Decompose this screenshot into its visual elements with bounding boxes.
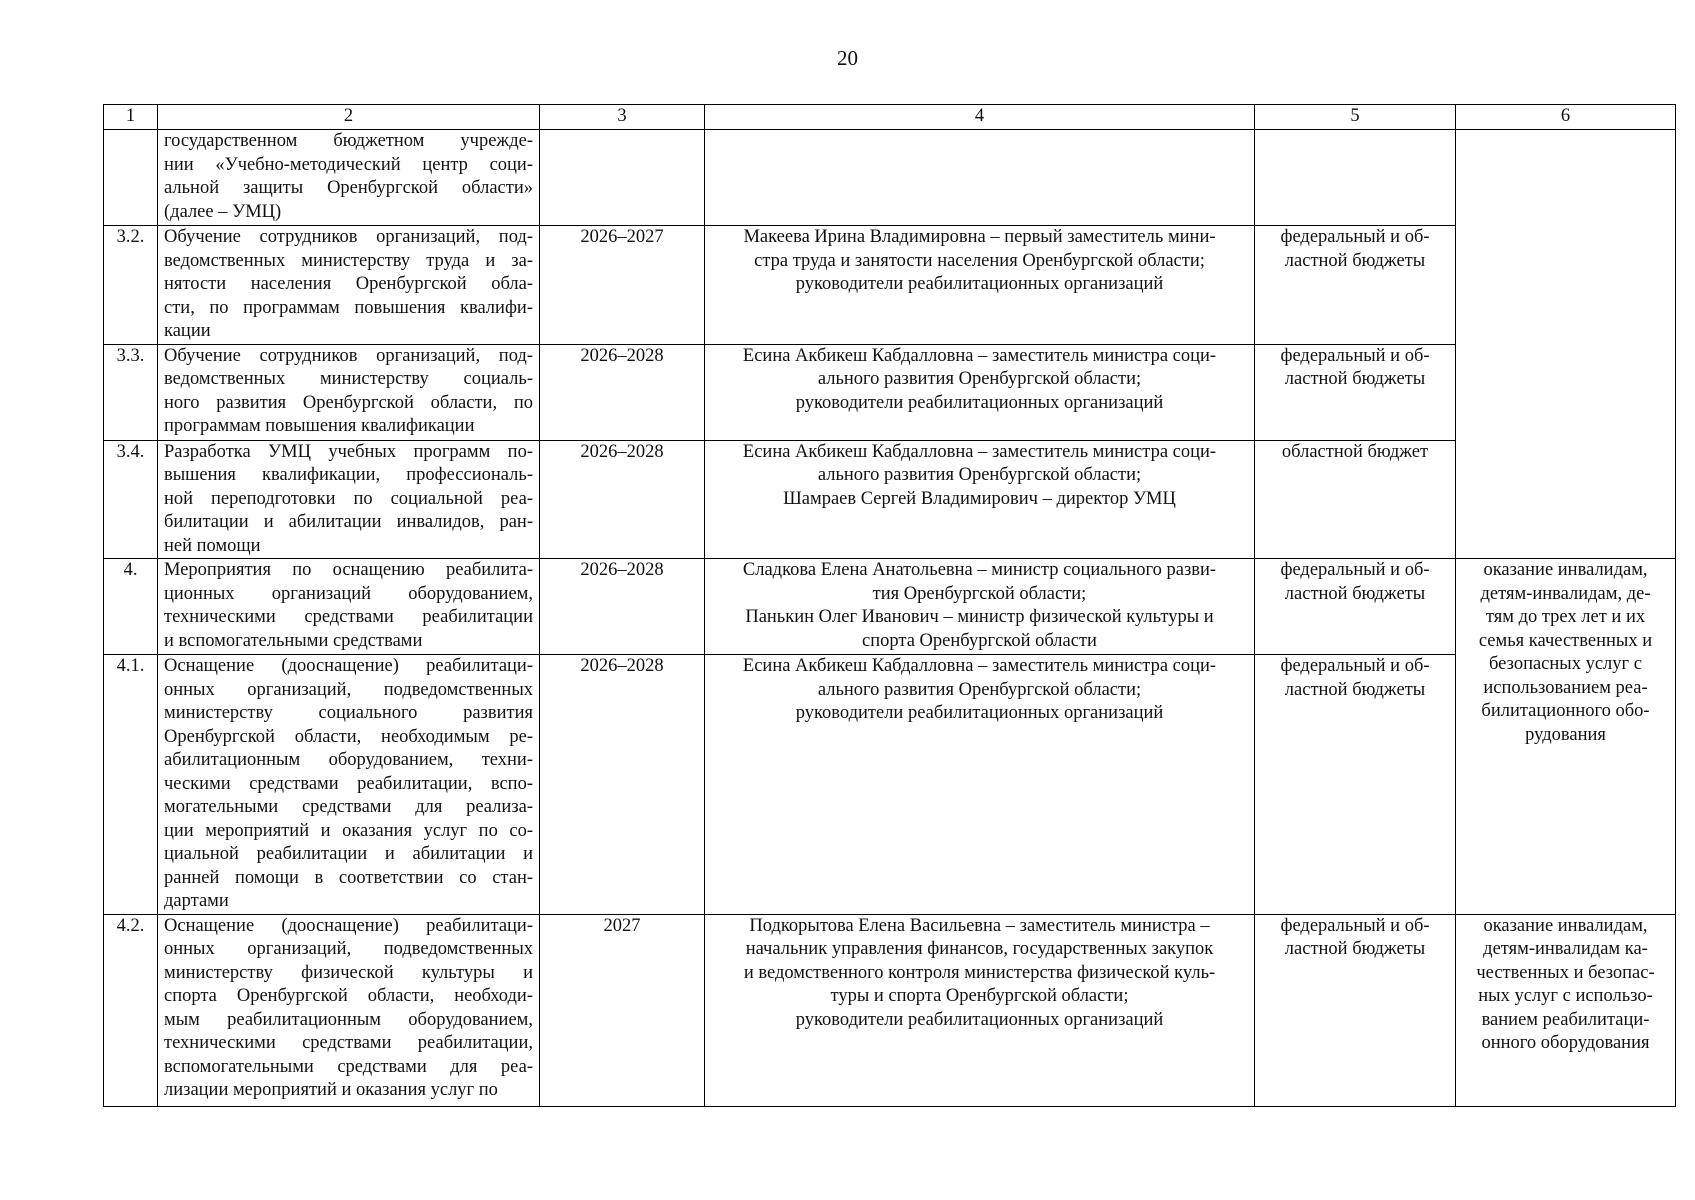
text-line: руководители реабилитационных организаций: [795, 703, 1164, 723]
activity-cell: [158, 440, 540, 559]
text-line: ластной бюджеты: [1284, 583, 1426, 604]
funding-cell: [1255, 130, 1456, 226]
funding-cell: [1255, 226, 1456, 345]
text-line: тям до трех лет и их: [1485, 607, 1646, 627]
period-cell: 2026–2028: [540, 655, 705, 915]
text-line: техническими средствами реабилитации,: [164, 1033, 533, 1053]
text-line: ческими средствами реабилитации, вспо-: [164, 773, 533, 794]
text-line: Оснащение (дооснащение) реабилитаци-: [164, 656, 533, 676]
responsible-cell: [705, 226, 1255, 345]
result-cell: [1456, 559, 1676, 915]
column-header: 1: [104, 105, 158, 130]
column-header: 4: [705, 105, 1255, 130]
column-header: 2: [158, 105, 540, 130]
text-line: спорта Оренбургской области, необходи-: [164, 986, 533, 1006]
text-line: федеральный и об-: [1280, 345, 1430, 366]
funding-cell: [1255, 559, 1456, 655]
text-line: руководители реабилитационных организаций: [795, 1009, 1164, 1030]
text-line: ранней помощи в соответствии со стан-: [164, 867, 533, 888]
text-line: ного развития Оренбургской области, по: [164, 392, 533, 413]
text-line: Есина Акбикеш Кабдалловна – заместитель министра соци-: [742, 345, 1217, 366]
result-cell: [1456, 914, 1676, 1106]
column-header: 6: [1456, 105, 1676, 130]
table-row: [104, 655, 1676, 915]
activity-cell: [158, 655, 540, 915]
text-line: Оснащение (дооснащение) реабилитаци-: [164, 915, 533, 936]
table-row: [104, 226, 1676, 345]
text-line: Обучение сотрудников организаций, под-: [164, 227, 533, 247]
text-line: оказание инвалидам,: [1483, 915, 1648, 936]
text-line: ального развития Оренбургской области;: [817, 679, 1142, 700]
table-row: [104, 130, 1676, 226]
text-line: Макеева Ирина Владимировна – первый заместитель мини-: [743, 227, 1216, 247]
period-cell: [540, 130, 705, 226]
text-line: ластной бюджеты: [1284, 369, 1426, 389]
text-line: нии «Учебно-методический центр соци-: [164, 154, 533, 175]
text-line: семья качественных и: [1478, 630, 1653, 651]
responsible-cell: [705, 655, 1255, 915]
text-line: министерству физической культуры и: [164, 962, 533, 983]
text-line: руководители реабилитационных организаций: [795, 392, 1164, 413]
column-header: 5: [1255, 105, 1456, 130]
text-line: альной защиты Оренбургской области»: [164, 178, 533, 198]
column-header: 3: [540, 105, 705, 130]
text-line: ных услуг с использо-: [1478, 986, 1653, 1006]
activity-cell: [158, 344, 540, 440]
period-cell: 2027: [540, 914, 705, 1106]
activity-cell: [158, 914, 540, 1106]
text-line: ванием реабилитаци-: [1481, 1009, 1650, 1030]
text-line: и вспомогательными средствами: [164, 630, 423, 651]
responsible-cell: [705, 914, 1255, 1106]
text-line: циальной реабилитации и абилитации и: [164, 844, 533, 864]
period-cell: 2026–2028: [540, 344, 705, 440]
activity-cell: [158, 226, 540, 345]
text-line: Есина Акбикеш Кабдалловна – заместитель министра соци-: [742, 441, 1217, 462]
text-line: ведомственных министерству труда и за-: [164, 250, 533, 271]
table-header-row: [104, 105, 1676, 130]
text-line: ционных организаций оборудованием,: [164, 583, 533, 604]
text-line: ведомственных министерству социаль-: [164, 369, 533, 389]
text-line: рудования: [1525, 724, 1606, 745]
table-row: [104, 440, 1676, 559]
text-line: федеральный и об-: [1280, 560, 1430, 580]
text-line: федеральный и об-: [1280, 656, 1430, 676]
text-line: ней помощи: [164, 535, 261, 556]
text-line: вышения квалификации, профессиональ-: [164, 465, 533, 485]
text-line: областной бюджет: [1281, 441, 1429, 462]
responsible-cell: [705, 559, 1255, 655]
text-line: Сладкова Елена Анатольевна – министр социального разви-: [742, 560, 1217, 580]
text-line: Разработка УМЦ учебных программ по-: [164, 441, 533, 462]
period-cell: 2026–2028: [540, 559, 705, 655]
text-line: Мероприятия по оснащению реабилита-: [164, 560, 533, 580]
text-line: руководители реабилитационных организаций: [795, 274, 1164, 294]
text-line: ластной бюджеты: [1284, 679, 1426, 700]
text-line: использованием реа-: [1483, 677, 1648, 698]
text-line: онных организаций, подведомственных: [164, 679, 533, 700]
text-line: федеральный и об-: [1280, 915, 1430, 936]
responsible-cell: [705, 440, 1255, 559]
text-line: начальник управления финансов, государственных закупок: [745, 939, 1214, 959]
text-line: Есина Акбикеш Кабдалловна – заместитель министра соци-: [742, 656, 1217, 676]
text-line: онных организаций, подведомственных: [164, 939, 533, 959]
text-line: оказание инвалидам,: [1483, 560, 1648, 580]
row-number: 3.4.: [104, 440, 158, 559]
row-number: 4.2.: [104, 914, 158, 1106]
text-line: туры и спорта Оренбургской области;: [830, 986, 1129, 1006]
row-number: 3.2.: [104, 226, 158, 345]
text-line: мым реабилитационным оборудованием,: [164, 1009, 533, 1030]
text-line: билитации и абилитации инвалидов, ран-: [164, 512, 533, 532]
period-cell: 2026–2027: [540, 226, 705, 345]
text-line: ластной бюджеты: [1284, 250, 1426, 271]
text-line: вспомогательными средствами для реа-: [164, 1056, 533, 1077]
funding-cell: [1255, 914, 1456, 1106]
text-line: государственном бюджетном учрежде-: [164, 131, 533, 151]
responsible-cell: [705, 130, 1255, 226]
text-line: абилитационным оборудованием, техни-: [164, 750, 533, 770]
text-line: ции мероприятий и оказания услуг по со-: [164, 820, 533, 841]
table-row: [104, 344, 1676, 440]
text-line: министерству социального развития: [164, 703, 533, 723]
page-number: 20: [837, 46, 858, 70]
text-line: ластной бюджеты: [1284, 939, 1426, 959]
row-number: 4.: [104, 559, 158, 655]
text-line: билитационного обо-: [1481, 701, 1650, 721]
text-line: тия Оренбургской области;: [872, 583, 1087, 604]
text-line: и ведомственного контроля министерства физической куль-: [743, 962, 1216, 983]
text-line: детям-инвалидам ка-: [1483, 939, 1648, 959]
text-line: Панькин Олег Иванович – министр физической культуры и: [745, 607, 1214, 627]
table-row: [104, 914, 1676, 1106]
text-line: безопасных услуг с: [1489, 654, 1642, 674]
text-line: ной переподготовки по социальной реа-: [164, 488, 533, 509]
text-line: ального развития Оренбургской области;: [817, 465, 1142, 485]
funding-cell: [1255, 344, 1456, 440]
row-number: 3.3.: [104, 344, 158, 440]
text-line: федеральный и об-: [1280, 227, 1430, 247]
activity-cell: [158, 559, 540, 655]
text-line: дартами: [164, 891, 229, 911]
result-cell-empty: [1456, 130, 1676, 559]
text-line: чественных и безопас-: [1476, 962, 1655, 983]
text-line: спорта Оренбургской области: [862, 630, 1097, 651]
funding-cell: [1255, 655, 1456, 915]
text-line: программам повышения квалификации: [164, 416, 475, 436]
text-line: лизации мероприятий и оказания услуг по: [164, 1080, 498, 1100]
table-row: [104, 559, 1676, 655]
text-line: сти, по программам повышения квалифи-: [164, 297, 533, 318]
text-line: кации: [164, 321, 211, 341]
text-line: могательными средствами для реализа-: [164, 797, 533, 817]
text-line: детям-инвалидам, де-: [1480, 583, 1651, 604]
text-line: нятости населения Оренбургской обла-: [164, 274, 533, 294]
responsible-cell: [705, 344, 1255, 440]
activity-cell: [158, 130, 540, 226]
text-line: Оренбургской области, необходимым ре-: [164, 726, 533, 747]
text-line: ального развития Оренбургской области;: [817, 369, 1142, 389]
text-line: (далее – УМЦ): [164, 201, 282, 222]
text-line: стра труда и занятости населения Оренбургской области;: [754, 250, 1205, 271]
text-line: Шамраев Сергей Владимирович – директор УМЦ: [783, 488, 1176, 509]
text-line: Обучение сотрудников организаций, под-: [164, 345, 533, 366]
activities-table: [103, 104, 1676, 1107]
text-line: Подкорытова Елена Васильевна – заместитель министра –: [749, 915, 1210, 936]
row-number: [104, 130, 158, 226]
text-line: онного оборудования: [1481, 1033, 1650, 1053]
period-cell: 2026–2028: [540, 440, 705, 559]
funding-cell: [1255, 440, 1456, 559]
row-number: 4.1.: [104, 655, 158, 915]
text-line: техническими средствами реабилитации: [164, 607, 533, 627]
